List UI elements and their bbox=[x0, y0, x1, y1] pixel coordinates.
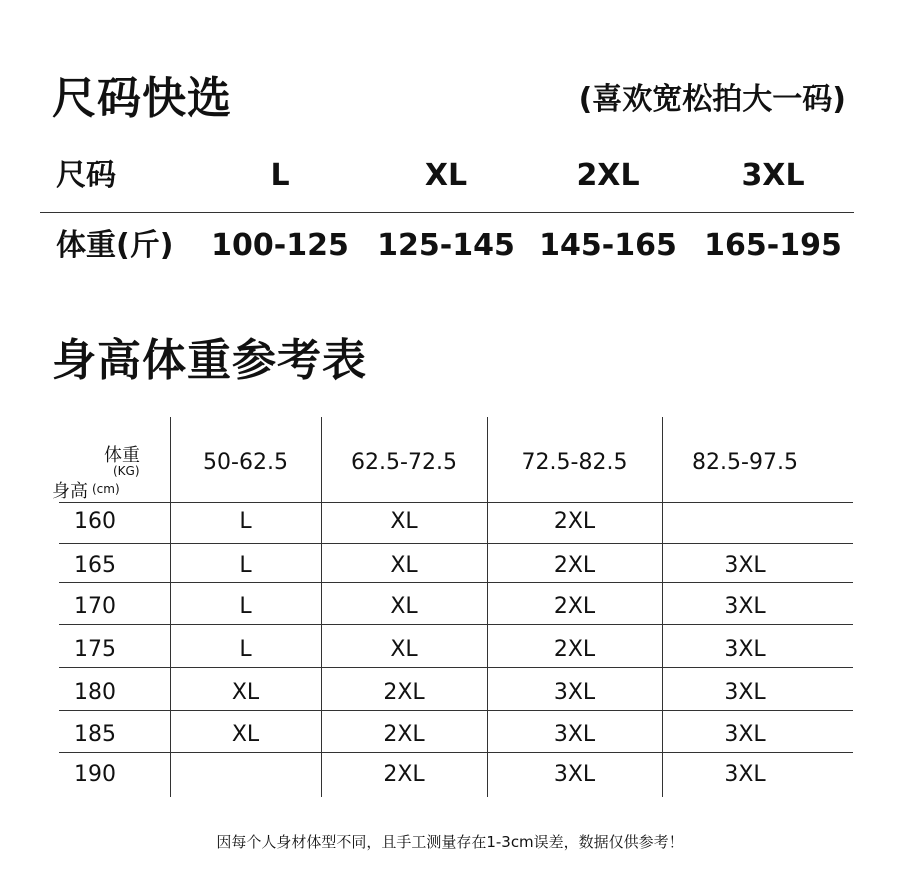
row-divider bbox=[59, 502, 853, 503]
size-cell: L bbox=[239, 637, 252, 662]
weight-range-header: 62.5-72.5 bbox=[351, 450, 457, 475]
loose-fit-note: (喜欢宽松拍大一码) bbox=[578, 82, 846, 117]
size-cell: 3XL bbox=[741, 158, 805, 193]
corner-height-unit: (cm) bbox=[92, 482, 120, 496]
corner-weight-label: 体重 bbox=[104, 445, 140, 466]
size-cell: 3XL bbox=[553, 762, 596, 787]
size-cell: 2XL bbox=[383, 680, 425, 705]
size-cell: 3XL bbox=[724, 722, 766, 747]
size-cell: XL bbox=[390, 553, 418, 578]
size-cell: XL bbox=[390, 509, 418, 534]
size-cell: 2XL bbox=[553, 637, 596, 662]
size-cell: 3XL bbox=[724, 637, 766, 662]
size-cell: XL bbox=[231, 680, 260, 705]
size-cell: L bbox=[239, 594, 252, 619]
row-divider bbox=[59, 543, 853, 544]
size-cell: 2XL bbox=[383, 722, 425, 747]
size-cell: 3XL bbox=[724, 553, 766, 578]
size-cell: XL bbox=[390, 637, 418, 662]
row-divider bbox=[59, 710, 853, 711]
quick-select-title: 尺码快选 bbox=[52, 73, 232, 124]
corner-weight-unit: (KG) bbox=[113, 464, 140, 478]
size-cell: 2XL bbox=[383, 762, 425, 787]
weight-row bbox=[40, 216, 854, 276]
weight-range-header: 82.5-97.5 bbox=[692, 450, 798, 475]
size-cell: L bbox=[239, 509, 252, 534]
quick-select-divider bbox=[40, 212, 854, 213]
weight-cell: 145-165 bbox=[539, 228, 677, 263]
size-cell: L bbox=[270, 158, 290, 193]
height-cell: 190 bbox=[74, 762, 116, 787]
row-divider bbox=[59, 582, 853, 583]
size-cell: 3XL bbox=[553, 680, 596, 705]
weight-row-label: 体重(斤) bbox=[56, 228, 174, 263]
weight-cell: 165-195 bbox=[704, 228, 842, 263]
corner-height-label: 身高 bbox=[52, 481, 88, 502]
size-cell: XL bbox=[231, 722, 260, 747]
weight-cell: 125-145 bbox=[377, 228, 515, 263]
row-divider bbox=[59, 752, 853, 753]
size-cell: 2XL bbox=[553, 553, 596, 578]
size-cell: 2XL bbox=[576, 158, 640, 193]
row-divider bbox=[59, 624, 853, 625]
height-cell: 185 bbox=[74, 722, 116, 747]
row-divider bbox=[59, 667, 853, 668]
size-row bbox=[40, 146, 854, 206]
size-cell: L bbox=[239, 553, 252, 578]
size-cell: XL bbox=[390, 594, 418, 619]
size-cell: 2XL bbox=[553, 509, 596, 534]
size-cell: XL bbox=[424, 158, 468, 193]
size-cell: 3XL bbox=[724, 680, 766, 705]
height-cell: 165 bbox=[74, 553, 116, 578]
height-cell: 175 bbox=[74, 637, 116, 662]
size-cell: 3XL bbox=[724, 762, 766, 787]
height-cell: 170 bbox=[74, 594, 116, 619]
height-cell: 160 bbox=[74, 509, 116, 534]
size-cell: 3XL bbox=[553, 722, 596, 747]
weight-range-header: 50-62.5 bbox=[203, 450, 288, 475]
reference-table-title: 身高体重参考表 bbox=[52, 335, 367, 386]
measurement-disclaimer: 因每个人身材体型不同，且手工测量存在1-3cm误差，数据仅供参考！ bbox=[216, 833, 684, 851]
size-cell: 3XL bbox=[724, 594, 766, 619]
size-cell: 2XL bbox=[553, 594, 596, 619]
height-cell: 180 bbox=[74, 680, 116, 705]
weight-range-header: 72.5-82.5 bbox=[521, 450, 628, 475]
weight-cell: 100-125 bbox=[211, 228, 349, 263]
size-row-label: 尺码 bbox=[56, 158, 116, 193]
